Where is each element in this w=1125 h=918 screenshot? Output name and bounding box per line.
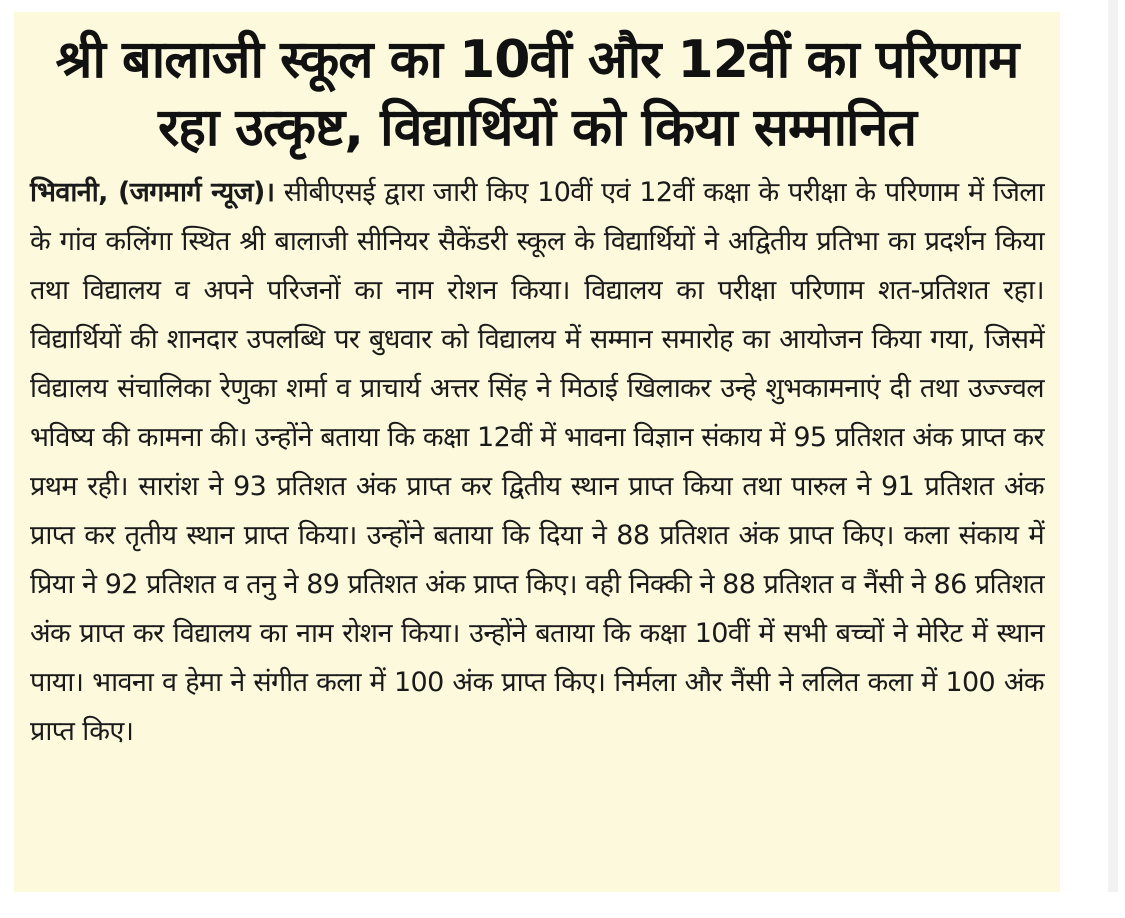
article-dateline: भिवानी, (जगमार्ग न्यूज)। [30, 177, 275, 208]
newspaper-clipping [14, 12, 1060, 892]
article-body [30, 168, 1044, 756]
article-headline: श्री बालाजी स्कूल का 10वीं और 12वीं का परिणाम रहा उत्कृष्ट, विद्यार्थियों को किया सम्मानित [55, 30, 1019, 158]
article-text: सीबीएसई द्वारा जारी किए 10वीं एवं 12वीं कक्षा के परीक्षा के परिणाम में जिला के गांव कलिंगा स्थित श्री बालाजी सीनियर सैकेंडरी स्कूल के विद्यार्थियों ने अद्वितीय प्रतिभा का प्रदर्शन किया तथा विद्यालय व अपने परिजनों का नाम रोशन किया। विद्यालय का परीक्षा परिणाम शत-प्रतिशत रहा। विद्यार्थियों की शानदार उपलब्धि पर बुधवार को विद्यालय में सम्मान समारोह का आयोजन किया गया, जिसमें विद्यालय संचालिका रेणुका शर्मा व प्राचार्य अत्तर सिंह ने मिठाई खिलाकर उन्हे शुभकामनाएं दी तथा उज्ज्वल भविष्य की कामना की। उन्होंने बताया कि कक्षा 12वीं में भावना विज्ञान संकाय में 95 प्रतिशत अंक प्राप्त कर प्रथम रही। सारांश ने 93 प्रतिशत अंक प्राप्त कर द्वितीय स्थान प्राप्त किया तथा पारुल ने 91 प्रतिशत अंक प्राप्त कर तृतीय स्थान प्राप्त किया। उन्होंने बताया कि दिया ने 88 प्रतिशत अंक प्राप्त किए। कला संकाय में प्रिया ने 92 प्रतिशत व तनु ने 89 प्रतिशत अंक प्राप्त किए। वही निक्की ने 88 प्रतिशत व नैंसी ने 86 प्रतिशत अंक प्राप्त कर विद्यालय का नाम रोशन किया। उन्होंने बताया कि कक्षा 10वीं में सभी बच्चों ने मेरिट में स्थान पाया। भावना व हेमा ने संगीत कला में 100 अंक प्राप्त किए। निर्मला और नैंसी ने ललित कला में 100 अंक प्राप्त किए। [30, 177, 1045, 747]
page-edge [1108, 0, 1118, 892]
